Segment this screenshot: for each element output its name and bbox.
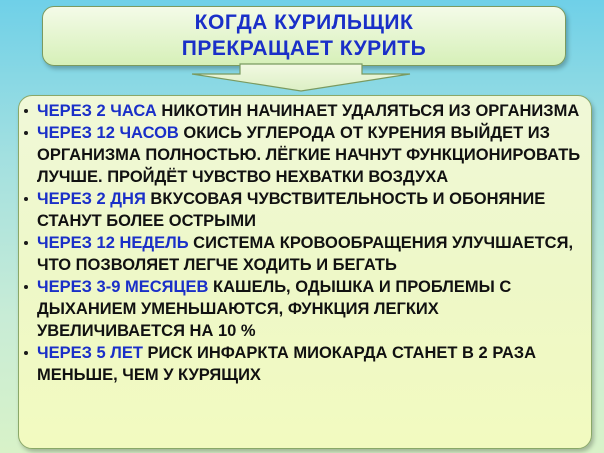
bullet (24, 131, 28, 135)
title-line-1: КОГДА КУРИЛЬЩИК (194, 11, 414, 34)
item-time: ЧЕРЕЗ 2 ЧАСА (37, 102, 157, 120)
bullet (24, 197, 28, 201)
list-item (19, 232, 591, 276)
bullet (24, 351, 28, 355)
item-text: ВКУСОВАЯ ЧУВСТВИТЕЛЬНОСТЬ И ОБОНЯНИЕ СТАНУТ БОЛЕЕ ОСТРЫМИ (37, 190, 546, 230)
item-text: ОКИСЬ УГЛЕРОДА ОТ КУРЕНИЯ ВЫЙДЕТ ИЗ ОРГАНИЗМА ПОЛНОСТЬЮ. ЛЁГКИЕ НАЧНУТ ФУНКЦИОНИРОВАТЬ ЛУЧШЕ. ПРОЙДЁТ ЧУВСТВО НЕХВАТКИ ВОЗДУХА (37, 124, 581, 186)
item-time: ЧЕРЕЗ 3-9 МЕСЯЦЕВ (37, 278, 209, 296)
list-item (19, 100, 591, 122)
bullet (24, 241, 28, 245)
item-time: ЧЕРЕЗ 12 ЧАСОВ (37, 124, 179, 142)
item-time: ЧЕРЕЗ 2 ДНЯ (37, 190, 146, 208)
list-item (19, 342, 591, 386)
effects-list (19, 100, 591, 386)
content-box (18, 95, 592, 449)
item-text: НИКОТИН НАЧИНАЕТ УДАЛЯТЬСЯ ИЗ ОРГАНИЗМА (156, 102, 580, 120)
item-text: СИСТЕМА КРОВООБРАЩЕНИЯ УЛУЧШАЕТСЯ, ЧТО ПОЗВОЛЯЕТ ЛЕГЧЕ ХОДИТЬ И БЕГАТЬ (37, 234, 574, 274)
bullet (24, 109, 28, 113)
item-text: РИСК ИНФАРКТА МИОКАРДА СТАНЕТ В 2 РАЗА МЕНЬШЕ, ЧЕМ У КУРЯЩИХ (37, 344, 537, 384)
title-line-2: ПРЕКРАЩАЕТ КУРИТЬ (181, 37, 427, 60)
item-time: ЧЕРЕЗ 5 ЛЕТ (37, 344, 143, 362)
item-time: ЧЕРЕЗ 12 НЕДЕЛЬ (37, 234, 189, 252)
list-item (19, 276, 591, 342)
bullet (24, 285, 28, 289)
list-item (19, 188, 591, 232)
item-text: КАШЕЛЬ, ОДЫШКА И ПРОБЛЕМЫ С ДЫХАНИЕМ УМЕНЬШАЮТСЯ, ФУНКЦИЯ ЛЕГКИХ УВЕЛИЧИВАЕТСЯ НА 10 % (37, 278, 512, 340)
down-arrow-icon (0, 0, 604, 100)
list-item (19, 122, 591, 188)
